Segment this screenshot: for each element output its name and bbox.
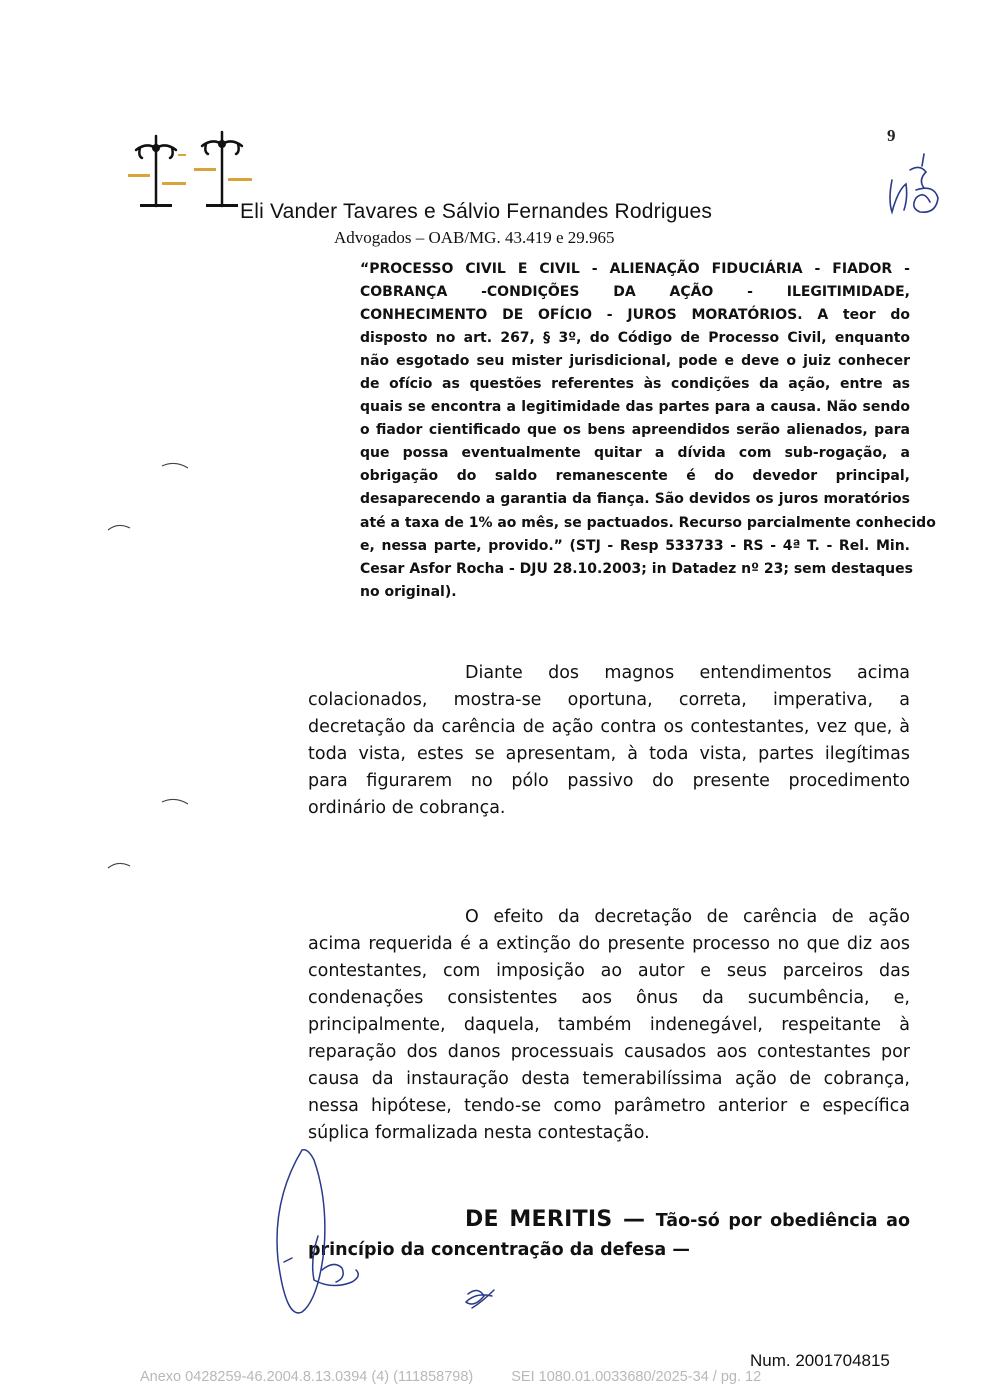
quote-line: desaparecendo a garantia da fiança. São devidos os juros moratórios — [360, 491, 910, 508]
punch-hole-marks — [100, 0, 200, 1400]
quote-line: que possa eventualmente quitar a dívida com sub-rogação, a — [360, 445, 910, 462]
meritis-title: DE MERITIS — [465, 1207, 613, 1232]
quote-line: o fiador cientificado que os bens apreendidos serão alienados, para — [360, 422, 910, 439]
paragraph-line: decretação da carência de ação contra os contestantes, vez que, à — [308, 717, 910, 737]
quote-line: CONHECIMENTO DE OFÍCIO - JUROS MORATÓRIOS. A teor do — [360, 307, 910, 324]
document-number: Num. 2001704815 — [750, 1351, 890, 1370]
firm-subtitle: Advogados – OAB/MG. 43.419 e 29.965 — [334, 228, 615, 247]
quote-line: no original). — [360, 583, 457, 600]
firm-name: Eli Vander Tavares e Sálvio Fernandes Rodrigues — [240, 200, 713, 223]
jurisprudence-quote — [360, 258, 936, 604]
paragraph-line: nessa hipótese, tendo-se como parâmetro anterior e específica — [308, 1096, 910, 1116]
paragraph-line: súplica formalizada nesta contestação. — [308, 1123, 650, 1143]
handwritten-signature — [262, 1140, 522, 1330]
page-number: 9 — [887, 126, 896, 145]
paragraph-1 — [308, 660, 910, 822]
paragraph-line: contestantes, com imposição ao autor e seus parceiros das — [308, 961, 910, 981]
footer-reference — [140, 1369, 761, 1385]
quote-line: COBRANÇA -CONDIÇÕES DA AÇÃO - ILEGITIMIDADE, — [360, 284, 910, 301]
quote-line: e, nessa parte, provido.” (STJ - Resp 533733 - RS - 4ª T. - Rel. Min. — [360, 537, 910, 554]
handwritten-initials — [880, 150, 950, 230]
paragraph-line: Diante dos magnos entendimentos acima — [465, 663, 910, 683]
paragraph-line: colacionados, mostra-se oportuna, correta, imperativa, a — [308, 690, 910, 710]
paragraph-2 — [308, 904, 910, 1147]
paragraph-line: toda vista, estes se apresentam, à toda vista, partes ilegítimas — [308, 744, 910, 764]
quote-line: até a taxa de 1% ao mês, se pactuados. Recurso parcialmente conhecido — [360, 514, 936, 531]
quote-line: disposto no art. 267, § 3º, do Código de Processo Civil, enquanto — [360, 330, 910, 347]
quote-line: “PROCESSO CIVIL E CIVIL - ALIENAÇÃO FIDUCIÁRIA - FIADOR - — [360, 261, 910, 277]
paragraph-line: O efeito da decretação de carência de ação — [465, 907, 910, 927]
paragraph-line: reparação dos danos processuais causados aos contestantes por — [308, 1042, 910, 1062]
quote-line: quais se encontra a legitimidade das partes para a causa. Não sendo — [360, 399, 910, 416]
meritis-subtitle: Tão-só por obediência ao — [655, 1211, 911, 1231]
quote-line: obrigação do saldo remanescente é do devedor principal, — [360, 468, 910, 485]
meritis-line-2: princípio da concentração da defesa — — [308, 1240, 690, 1260]
quote-line: de ofício as questões referentes às condições da ação, entre as — [360, 376, 910, 393]
paragraph-line: causa da instauração desta temerabilíssima ação de cobrança, — [308, 1069, 910, 1089]
meritis-dash: — — [612, 1207, 656, 1232]
quote-line: não esgotado seu mister jurisdicional, pode e deve o juiz conhecer — [360, 353, 910, 370]
paragraph-line: ordinário de cobrança. — [308, 798, 506, 818]
annex-reference: Anexo 0428259-46.2004.8.13.0394 (4) (111858798) — [140, 1369, 474, 1385]
paragraph-line: acima requerida é a extinção do presente processo no que diz aos — [308, 934, 910, 954]
quote-line: Cesar Asfor Rocha - DJU 28.10.2003; in Datadez nº 23; sem destaques — [360, 560, 913, 577]
sei-reference: SEI 1080.01.0033680/2025-34 / pg. 12 — [511, 1369, 762, 1385]
paragraph-line: para figurarem no pólo passivo do presente procedimento — [308, 771, 910, 791]
paragraph-line: condenações consistentes aos ônus da sucumbência, e, — [308, 988, 910, 1008]
paragraph-line: principalmente, daquela, também indenegável, respeitante à — [308, 1015, 910, 1035]
